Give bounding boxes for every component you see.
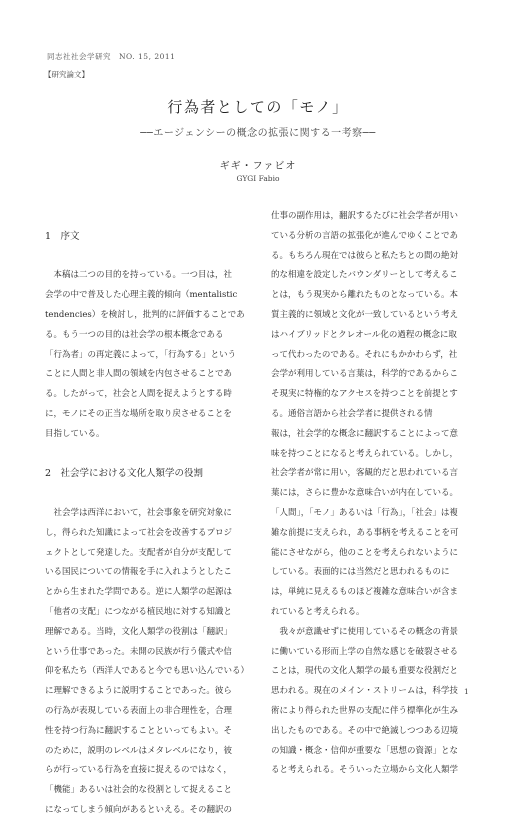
right-text-column xyxy=(271,207,477,781)
body-text-line: 「機能」あるいは社会的な役割として捉えること xyxy=(45,785,233,796)
body-text-line: る。通俗言語から社会学者に提供される情 xyxy=(271,408,433,419)
body-text-line: 的な相違を設定したバウンダリーとして考えるこ xyxy=(271,270,458,281)
body-text-line: る。したがって，社会と人間を捉えようとする時 xyxy=(45,389,232,400)
author-name: ギギ・ファビオ xyxy=(219,161,297,172)
body-text-line: 葉には，さらに豊かな意味合いが内在している。 xyxy=(271,488,459,499)
body-text-line: という仕事であった。未開の民族が行う儀式や信 xyxy=(45,646,232,657)
body-text-line: 「行為者」の再定義によって，「行為する」という xyxy=(45,349,237,360)
body-text-line: 能にさせながら，他のことを考えられないように xyxy=(271,547,459,558)
body-text-line: 社会学は西洋において，社会事象を研究対象に xyxy=(45,507,232,518)
article-title: 行為者としての「モノ」 xyxy=(167,98,349,116)
body-text-line: tendencies）を検討し，批判的に評価することであ xyxy=(45,309,245,320)
body-text-line: そ現実に特権的なアクセスを持つことを前提とす xyxy=(271,389,458,400)
body-text-line: ことは，現代の文化人類学の最も重要な役割だと xyxy=(271,666,459,677)
body-text-line: 会学が利用している言葉は，科学的であるからこ xyxy=(271,369,459,380)
body-text-line xyxy=(45,207,251,227)
body-text-line: 思われる。現在のメイン・ストリームは，科学技 xyxy=(271,686,458,697)
body-text-line: 雑な前提に支えられ，ある事柄を考えることを可 xyxy=(271,527,459,538)
body-text-line: は，単純に見えるものほど複雑な意味合いが含ま xyxy=(271,587,459,598)
body-text-line: 理解である。当時，文化人類学の役割は「翻訳」 xyxy=(45,626,233,637)
page-number: 1 xyxy=(464,687,469,696)
body-text-line xyxy=(45,484,251,504)
body-text-line: ェクトとして発達した。支配者が自分が支配して xyxy=(45,547,233,558)
body-text-line: に理解できるように説明することであった。彼ら xyxy=(45,686,232,697)
body-text-line: れていると考えられる。 xyxy=(271,606,365,617)
body-text-line: の行為が表現している表面上の非合理性を，合理 xyxy=(45,705,233,716)
body-text-line: 性を持つ行為に翻訳することといってもよい。そ xyxy=(45,725,233,736)
journal-header: 同志社社会学研究 NO. 15, 2011 xyxy=(47,52,176,61)
body-text-line: 質主義的に領域と文化が一致しているという考え xyxy=(271,309,459,320)
body-text-line: はハイブリッドとクレオール化の過程の概念に取 xyxy=(271,329,457,340)
body-text-line: の知識・概念・信仰が重要な「思想の資源」とな xyxy=(271,745,459,756)
body-text-line: 仰を私たち（西洋人であると今でも思い込んでいる） xyxy=(45,666,250,677)
author-name-romanized: GYGI Fabio xyxy=(236,174,280,183)
body-text-line: とは，もう現実から離れたものとなっている。本 xyxy=(271,290,459,301)
article-subtitle: ──エージェンシーの概念の拡張に関する一考察── xyxy=(140,128,376,139)
body-text-line: ると考えられる。そういった立場から文化人類学 xyxy=(271,765,459,776)
body-text-line: に，モノにその正当な場所を取り戻させることを xyxy=(45,408,232,419)
body-text-line: とから生まれた学問である。逆に人類学の起源は xyxy=(45,587,233,598)
body-text-line: 本稿は二つの目的を持っている。一つ目は，社 xyxy=(45,270,233,281)
body-text-line: 味を持つことになると考えられている。しかし， xyxy=(271,448,459,459)
body-text-line: 報は，社会学的な概念に翻訳することによって意 xyxy=(271,428,459,439)
body-text-line: に働いている形而上学の自然な感じを破裂させる xyxy=(271,646,459,657)
article-type-label: 【研究論文】 xyxy=(44,70,89,79)
body-text-line: 出したものである。その中で絶滅しつつある辺境 xyxy=(271,725,459,736)
section-heading: 2 社会学における文化人類学の役割 xyxy=(45,468,204,480)
body-text-line: 仕事の副作用は，翻訳するたびに社会学者が用い xyxy=(271,211,459,221)
body-text-line: 目指している。 xyxy=(45,428,105,439)
body-text-line: る。もちろん現在では彼らと私たちとの間の絶対 xyxy=(271,250,459,261)
body-text-line: 術により得られた世界の支配に伴う標準化が生み xyxy=(271,705,459,716)
body-text-line: ことに人間と非人間の領域を内包させることであ xyxy=(45,369,233,380)
body-text-line: って代わったのである。それにもかかわらず，社 xyxy=(271,349,458,360)
body-text-line: 「他者の支配」につながる植民地に対する知識と xyxy=(45,606,232,617)
body-text-line: している。表面的には当然だと思われるものに xyxy=(271,567,450,578)
body-text-line: のために，説明のレベルはメタレベルになり，彼 xyxy=(45,745,233,756)
body-text-line: らが行っている行為を直接に捉えるのではなく， xyxy=(45,765,232,776)
body-text-line xyxy=(45,445,251,465)
body-text-line: る。もう一つの目的は社会学の根本概念である xyxy=(45,329,224,340)
body-text-line: 会学の中で普及した心理主義的傾向（mentalistic xyxy=(45,290,238,301)
body-text-line: ている分析の言語の拡張化が進んでゆくことであ xyxy=(271,230,459,241)
body-text-line: し，得られた知識によって社会を改善するプロジ xyxy=(45,527,233,538)
body-text-line: いる国民についての情報を手に入れようとしたこ xyxy=(45,567,232,578)
section-heading: 1 序文 xyxy=(45,230,80,242)
body-text-line: になってしまう傾向があるといえる。その翻訳の xyxy=(45,804,233,815)
body-text-line: 我々が意識せずに使用しているその概念の背景 xyxy=(271,626,459,637)
body-text-line: 「人間」，「モノ」あるいは「行為」，「社会」は複 xyxy=(271,507,458,518)
body-text-line: 社会学者が常に用い，客観的だと思われている言 xyxy=(271,468,459,479)
body-text-line xyxy=(45,247,251,267)
